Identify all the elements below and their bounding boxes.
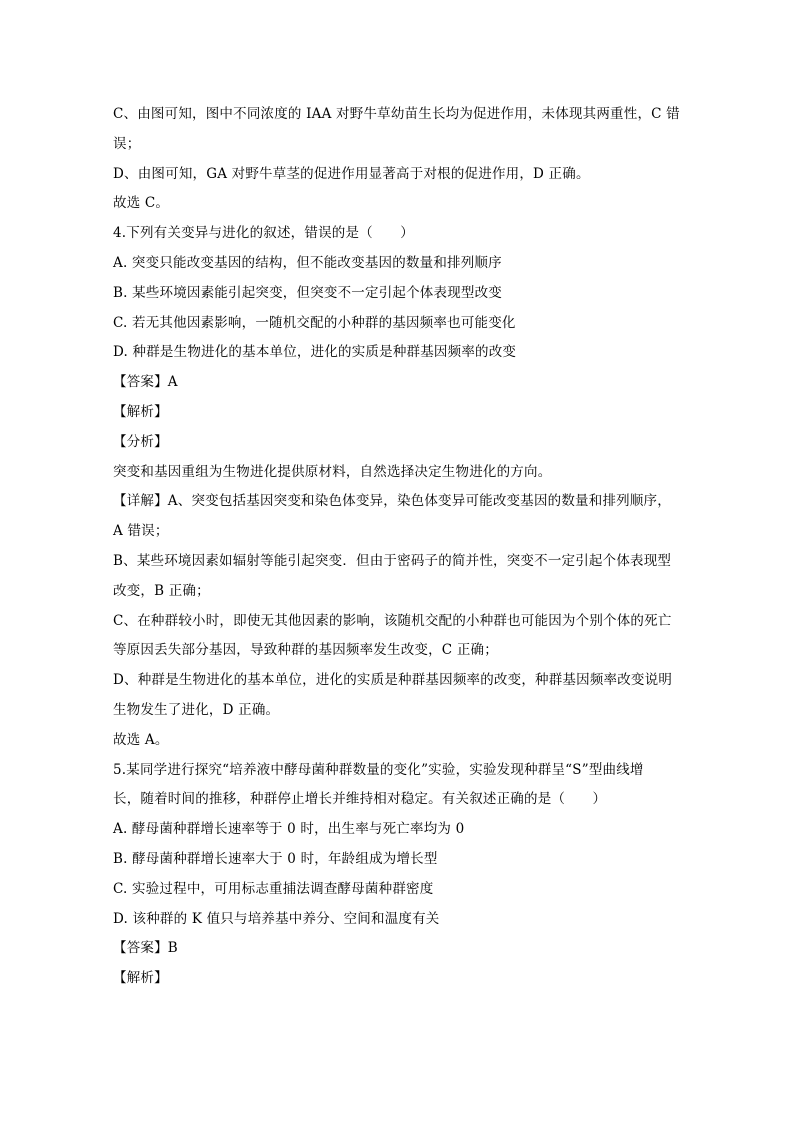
text-line: 生物发生了进化，D 正确。: [113, 701, 280, 718]
document-page: [113, 100, 685, 994]
analysis-heading: 【解析】: [113, 970, 168, 987]
text-line: C、由图可知，图中不同浓度的 IAA 对野牛草幼苗生长均为促进作用，未体现其两重性，C 错: [113, 106, 680, 122]
question-5-option-a: A. 酵母菌种群增长速率等于 0 时，出生率与死亡率均为 0: [113, 821, 465, 838]
question-5-stem-cont: 长，随着时间的推移，种群停止增长并维持相对稳定。有关叙述正确的是（ ）: [113, 791, 607, 808]
question-5-option-c: C. 实验过程中，可用标志重捕法调查酵母菌种群密度: [113, 880, 434, 897]
text-line: 故选 A。: [113, 731, 169, 748]
question-4-option-a: A. 突变只能改变基因的结构，但不能改变基因的数量和排列顺序: [113, 254, 502, 271]
text-line: 误；: [113, 135, 141, 152]
question-5-option-d: D. 该种群的 K 值只与培养基中养分、空间和温度有关: [113, 910, 440, 927]
question-4-option-d: D. 种群是生物进化的基本单位，进化的实质是种群基因频率的改变: [113, 344, 517, 361]
analysis-heading: 【解析】: [113, 403, 168, 420]
text-line: B、某些环境因素如辐射等能引起突变．但由于密码子的简并性，突变不一定引起个体表现型: [113, 552, 672, 569]
text-line: A 错误；: [113, 523, 169, 540]
detail-heading-line: 【详解】A、突变包括基因突变和染色体变异，染色体变异可能改变基因的数量和排列顺序，: [113, 493, 671, 510]
text-line: D、由图可知，GA 对野牛草茎的促进作用显著高于对根的促进作用，D 正确。: [113, 165, 590, 182]
question-5-stem: 5.某同学进行探究“培养液中酵母菌种群数量的变化”实验，实验发现种群呈“S”型曲线增: [113, 761, 644, 778]
answer-heading: 【答案】B: [113, 940, 178, 957]
text-line: 故选 C。: [113, 195, 170, 212]
question-5-option-b: B. 酵母菌种群增长速率大于 0 时，年龄组成为增长型: [113, 850, 438, 867]
answer-heading: 【答案】A: [113, 374, 178, 391]
text-line: 等原因丢失部分基因，导致种群的基因频率发生改变，C 正确；: [113, 642, 498, 659]
text-line: D、种群是生物进化的基本单位，进化的实质是种群基因频率的改变，种群基因频率改变说明: [113, 672, 673, 689]
text-line: 突变和基因重组为生物进化提供原材料，自然选择决定生物进化的方向。: [113, 463, 552, 480]
text-line: C、在种群较小时，即使无其他因素的影响，该随机交配的小种群也可能因为个别个体的死亡: [113, 612, 672, 629]
text-line: 改变，B 正确；: [113, 582, 210, 599]
question-4-option-c: C. 若无其他因素影响，一随机交配的小种群的基因频率也可能变化: [113, 314, 516, 331]
breakdown-heading: 【分析】: [113, 433, 168, 450]
question-4-stem: 4.下列有关变异与进化的叙述，错误的是（ ）: [113, 225, 414, 242]
question-4-option-b: B. 某些环境因素能引起突变，但突变不一定引起个体表现型改变: [113, 284, 503, 301]
